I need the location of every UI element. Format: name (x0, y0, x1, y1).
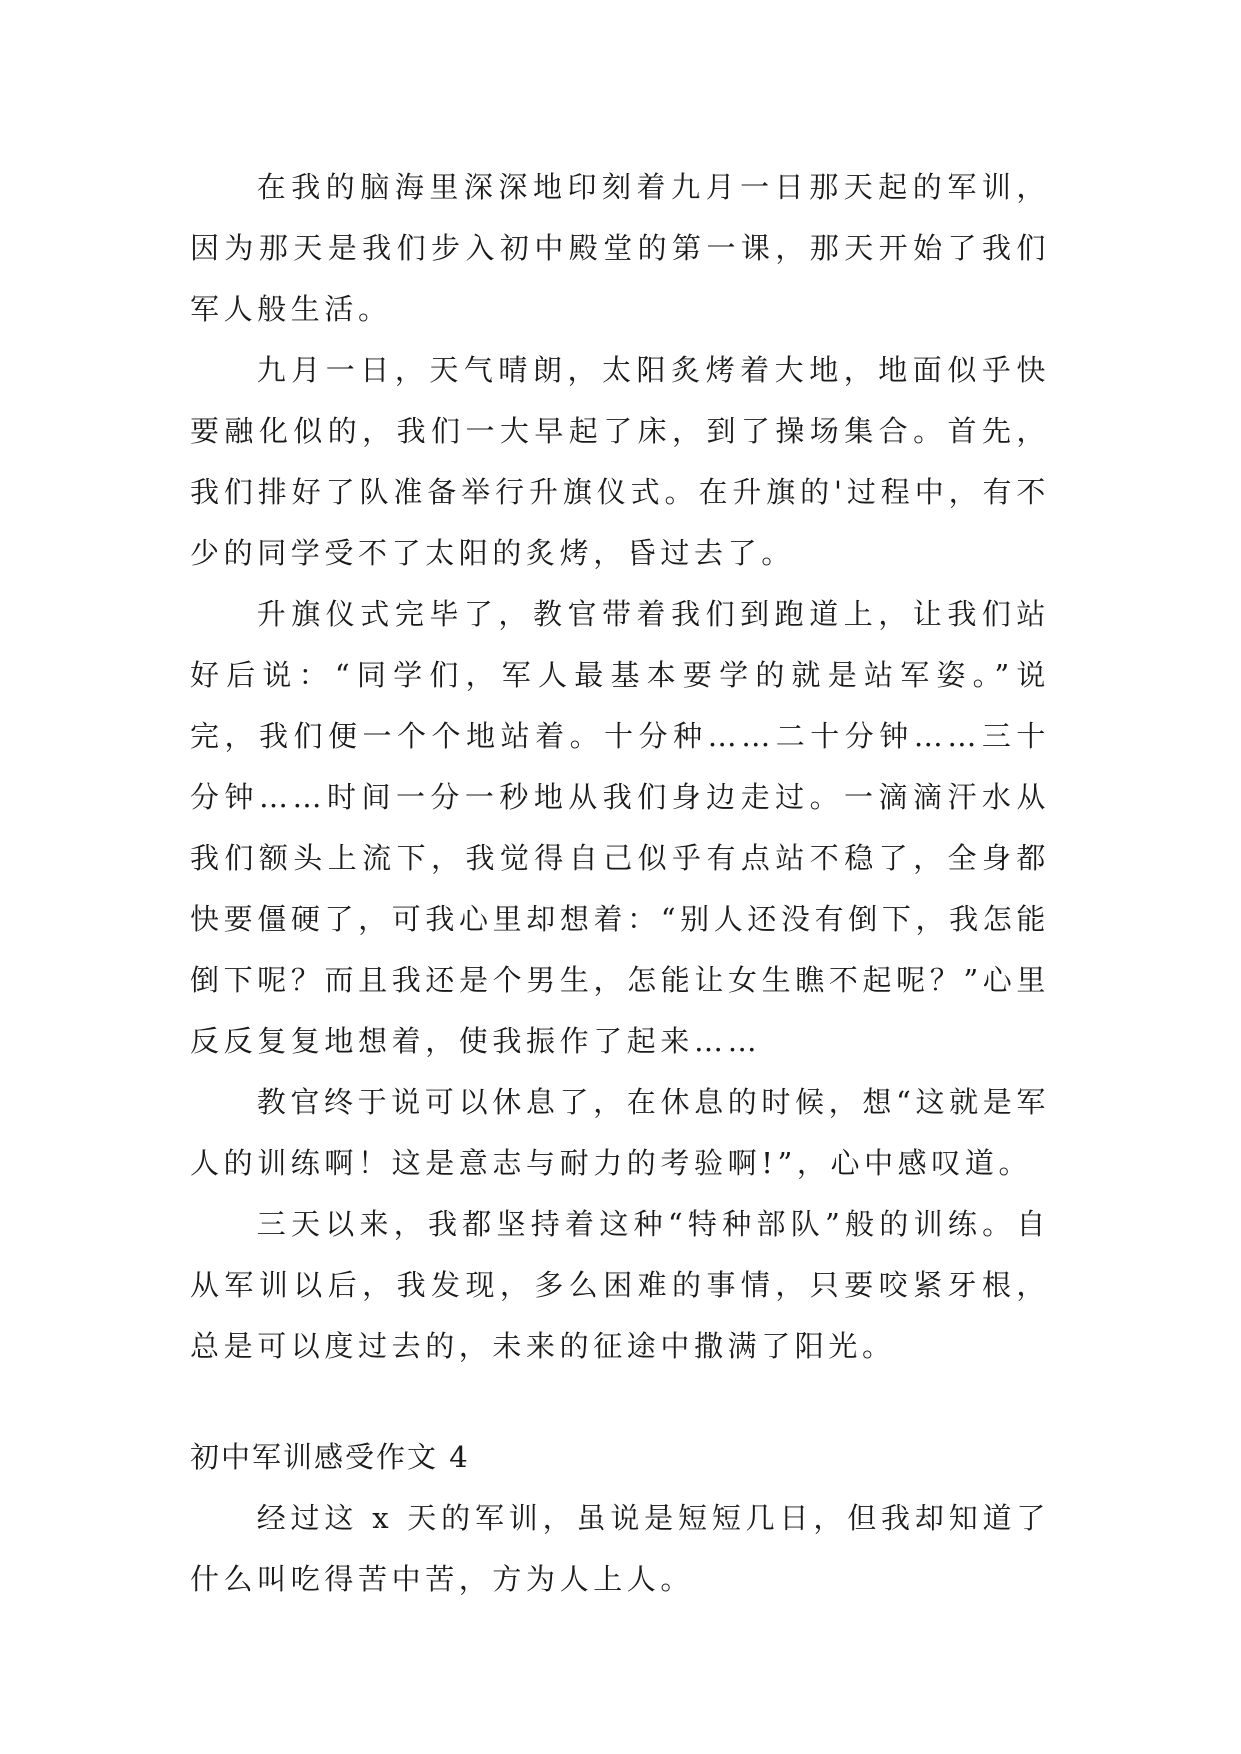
paragraph: 九月一日，天气晴朗，太阳炙烤着大地，地面似乎快要融化似的，我们一大早起了床，到了操场集合。首先，我们排好了队准备举行升旗仪式。在升旗的'过程中，有不少的同学受不了太阳的炙烤，昏过去了。 (190, 353, 1050, 570)
paragraph: 教官终于说可以休息了，在休息的时候，想“这就是军人的训练啊！这是意志与耐力的考验啊!”，心中感叹道。 (190, 1085, 1050, 1180)
paragraph: 三天以来，我都坚持着这种“特种部队”般的训练。自从军训以后，我发现，多么困难的事情，只要咬紧牙根，总是可以度过去的，未来的征途中撒满了阳光。 (190, 1207, 1050, 1363)
section-title: 初中军训感受作文 4 (190, 1440, 470, 1474)
document-page (190, 157, 1050, 1610)
paragraph: 经过这 x 天的军训，虽说是短短几日，但我却知道了什么叫吃得苦中苦，方为人上人。 (190, 1501, 1050, 1596)
paragraph: 在我的脑海里深深地印刻着九月一日那天起的军训，因为那天是我们步入初中殿堂的第一课，那天开始了我们军人般生活。 (190, 170, 1050, 326)
paragraph: 升旗仪式完毕了，教官带着我们到跑道上，让我们站好后说：“同学们，军人最基本要学的就是站军姿。”说完，我们便一个个地站着。十分种……二十分钟……三十分钟……时间一分一秒地从我们身边走过。一滴滴汗水从我们额头上流下，我觉得自己似乎有点站不稳了，全身都快要僵硬了，可我心里却想着：“别人还没有倒下，我怎能倒下呢？而且我还是个男生，怎能让女生瞧不起呢？”心里反反复复地想着，使我振作了起来…… (190, 597, 1050, 1058)
